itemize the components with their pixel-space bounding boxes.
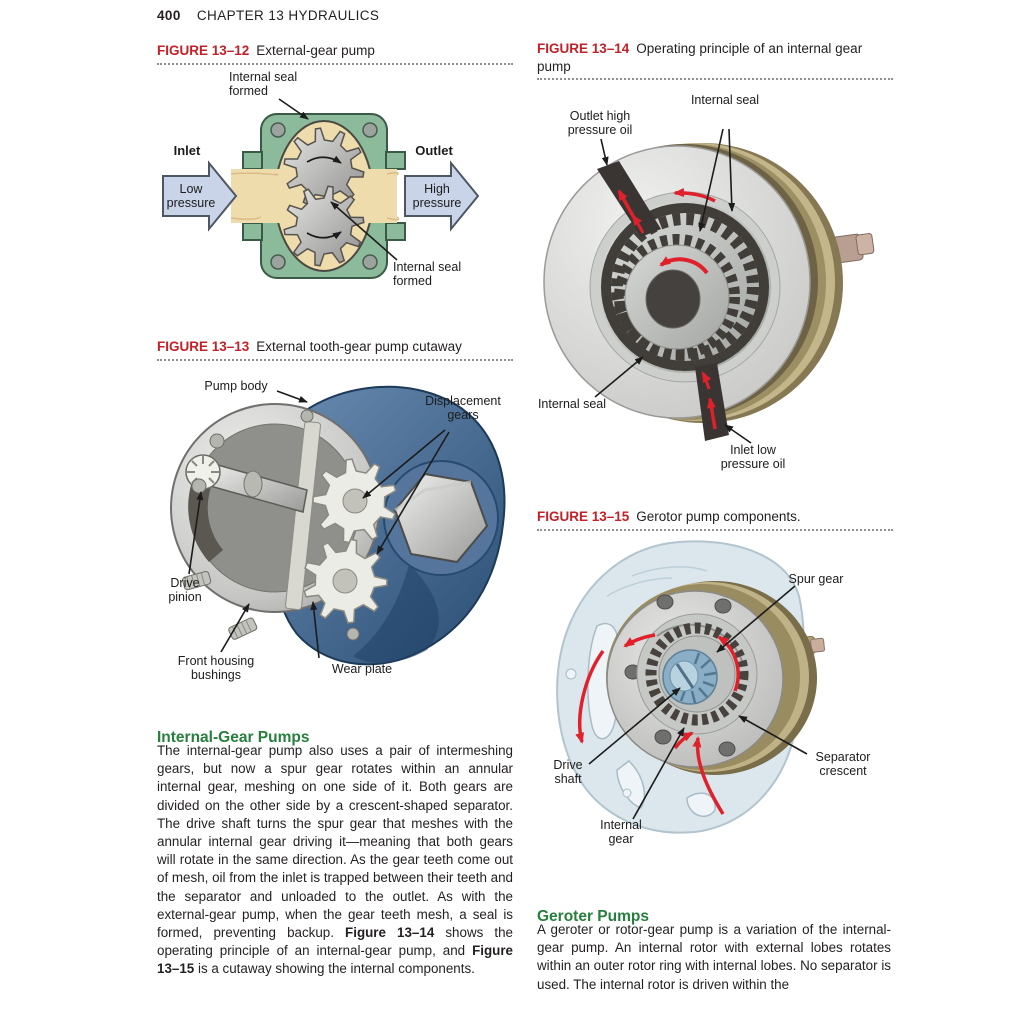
leader-pump-body bbox=[277, 391, 307, 402]
label-drive-shaft: Drive shaft bbox=[553, 757, 583, 786]
figure-13-15 bbox=[537, 508, 893, 876]
figure-13-13 bbox=[157, 338, 513, 702]
label-inlet: Inlet bbox=[173, 142, 201, 158]
page-header bbox=[157, 8, 379, 23]
figure-13-14 bbox=[537, 40, 893, 481]
leader-outlet bbox=[601, 139, 607, 165]
section-heading-internal-gear-pumps: Internal-Gear Pumps bbox=[157, 729, 310, 746]
figure-13-12 bbox=[157, 42, 513, 318]
figure-reference: Figure 13–15 bbox=[157, 943, 513, 977]
figure-13-13-caption bbox=[157, 338, 513, 361]
label-drive-pinion: Drive pinion bbox=[168, 575, 202, 604]
figure-13-15-label: FIGURE 13–15 bbox=[537, 509, 630, 524]
label-separator-crescent: Separator crescent bbox=[815, 749, 871, 778]
label-internal-seal-top: Internal seal bbox=[690, 93, 760, 108]
figure-13-14-caption bbox=[537, 40, 893, 80]
label-low-pressure: Low pressure bbox=[166, 181, 216, 210]
label-internal-gear: Internal gear bbox=[600, 817, 642, 846]
internal-gear-pumps-paragraph bbox=[157, 742, 513, 979]
gear-hub-top bbox=[343, 489, 367, 513]
figure-13-13-title: External tooth-gear pump cutaway bbox=[256, 339, 462, 354]
body-text: is a cutaway showing the internal components. bbox=[194, 961, 475, 977]
leader-inlet bbox=[725, 425, 751, 443]
label-inlet-low-pressure-oil: Inlet low pressure oil bbox=[720, 443, 786, 472]
label-internal-seal-left: Internal seal bbox=[537, 397, 607, 412]
figure-13-12-label: FIGURE 13–12 bbox=[157, 43, 250, 58]
label-high-pressure: High pressure bbox=[412, 181, 462, 210]
label-front-housing-bushings: Front housing bushings bbox=[177, 653, 255, 682]
label-wear-plate: Wear plate bbox=[331, 661, 393, 676]
label-outlet: Outlet bbox=[415, 142, 453, 158]
body-text: shows the operating principle of an internal-gear pump, and bbox=[157, 925, 513, 959]
internal-gear-pump-illustration bbox=[537, 85, 893, 481]
label-outlet-high-pressure-oil: Outlet high pressure oil bbox=[567, 109, 633, 138]
body-text: A geroter or rotor-gear pump is a variation of the internal-gear pump. An internal rotor with external lobes rotates within an outer rotor ring with internal lobes. No separator is used. The internal rotor is driven within the bbox=[537, 922, 891, 992]
section-heading-geroter-pumps: Geroter Pumps bbox=[537, 908, 649, 925]
figure-13-15-art bbox=[537, 536, 893, 876]
figure-reference: Figure 13–14 bbox=[345, 925, 435, 941]
figure-13-14-title: Operating principle of an internal gear pump bbox=[537, 41, 863, 74]
geroter-pumps-paragraph bbox=[537, 921, 891, 994]
chapter-title: CHAPTER 13 HYDRAULICS bbox=[196, 8, 380, 23]
label-pump-body: Pump body bbox=[204, 378, 268, 393]
figure-13-12-title: External-gear pump bbox=[256, 43, 375, 58]
figure-13-14-art bbox=[537, 85, 893, 481]
label-internal-seal-top: Internal seal formed bbox=[229, 69, 298, 98]
figure-13-13-art bbox=[157, 366, 513, 702]
figure-13-13-label: FIGURE 13–13 bbox=[157, 339, 250, 354]
figure-13-14-label: FIGURE 13–14 bbox=[537, 41, 630, 56]
hex-plug bbox=[384, 461, 498, 575]
shaft-bore bbox=[646, 270, 700, 328]
stud-bolt-2 bbox=[228, 617, 258, 640]
label-internal-seal-bottom: Internal seal formed bbox=[393, 259, 462, 288]
figure-13-12-caption bbox=[157, 42, 513, 65]
figure-13-15-caption bbox=[537, 508, 893, 531]
figure-13-12-art bbox=[157, 70, 513, 318]
page-number: 400 bbox=[157, 8, 181, 23]
label-displacement-gears: Displacement gears bbox=[425, 393, 501, 422]
gear-hub-bottom bbox=[333, 569, 357, 593]
label-spur-gear: Spur gear bbox=[788, 571, 844, 586]
body-text: The internal-gear pump also uses a pair of intermeshing gears, but now a spur gear rotates within an annular internal gear, meshing on one side of it. Both gears are divided on the other side by a crescent-shaped separator. The drive shaft turns the spur gear that meshes with the annular internal gear driving it—meaning that both gears will rotate in the same direction. As the gear teeth come out of mesh, oil from the inlet is trapped between their teeth and the separator and unloaded to the outlet. As with the external-gear pump, when the gear teeth mesh, a seal is formed, preventing backup. bbox=[157, 743, 513, 941]
figure-13-15-title: Gerotor pump components. bbox=[636, 509, 801, 524]
